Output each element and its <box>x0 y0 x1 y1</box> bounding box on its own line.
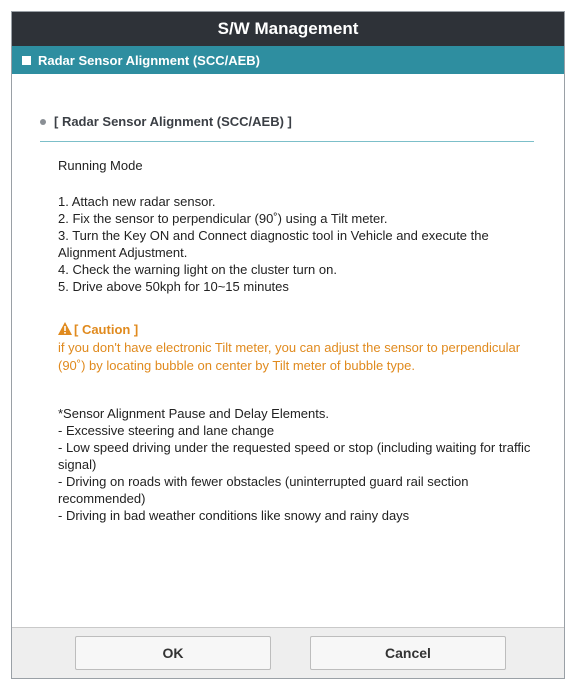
element-item: - Excessive steering and lane change <box>58 423 275 438</box>
alignment-elements <box>40 405 536 524</box>
caution-title <box>58 321 536 339</box>
step-item: 4. Check the warning light on the cluster turn on. <box>58 262 337 277</box>
square-bullet-icon <box>22 56 31 65</box>
subheader-title: Radar Sensor Alignment (SCC/AEB) <box>38 52 260 68</box>
running-mode-label: Running Mode <box>58 158 143 173</box>
steps-list <box>40 193 536 295</box>
sw-management-dialog <box>11 11 565 679</box>
caution-block <box>40 321 536 375</box>
warning-icon <box>58 321 72 339</box>
step-item: 2. Fix the sensor to perpendicular (90˚) using a Tilt meter. <box>58 211 388 226</box>
window-title: S/W Management <box>12 12 564 46</box>
step-item: 1. Attach new radar sensor. <box>58 194 216 209</box>
element-item: - Driving in bad weather conditions like snowy and rainy days <box>58 508 410 523</box>
bullet-dot-icon <box>40 119 46 125</box>
cancel-button[interactable]: Cancel <box>310 636 506 670</box>
dialog-footer <box>12 627 564 678</box>
section-heading <box>40 114 536 129</box>
caution-title-text: [ Caution ] <box>74 322 139 337</box>
subheader-bar <box>12 46 564 74</box>
content-area <box>12 74 564 630</box>
step-item: 5. Drive above 50kph for 10~15 minutes <box>58 279 289 294</box>
element-item: - Low speed driving under the requested speed or stop (including waiting for traffic signal) <box>58 440 531 472</box>
elements-title: *Sensor Alignment Pause and Delay Elements. <box>58 406 329 421</box>
step-item: 3. Turn the Key ON and Connect diagnostic tool in Vehicle and execute the Alignment Adjustment. <box>58 228 489 260</box>
divider <box>40 141 534 142</box>
caution-text: if you don't have electronic Tilt meter, you can adjust the sensor to perpendicular (90˚) by locating bubble on center by Tilt meter of bubble type. <box>58 340 521 373</box>
section-heading-text: [ Radar Sensor Alignment (SCC/AEB) ] <box>54 114 292 129</box>
element-item: - Driving on roads with fewer obstacles (uninterrupted guard rail section recommended) <box>58 474 469 506</box>
ok-button[interactable]: OK <box>75 636 271 670</box>
